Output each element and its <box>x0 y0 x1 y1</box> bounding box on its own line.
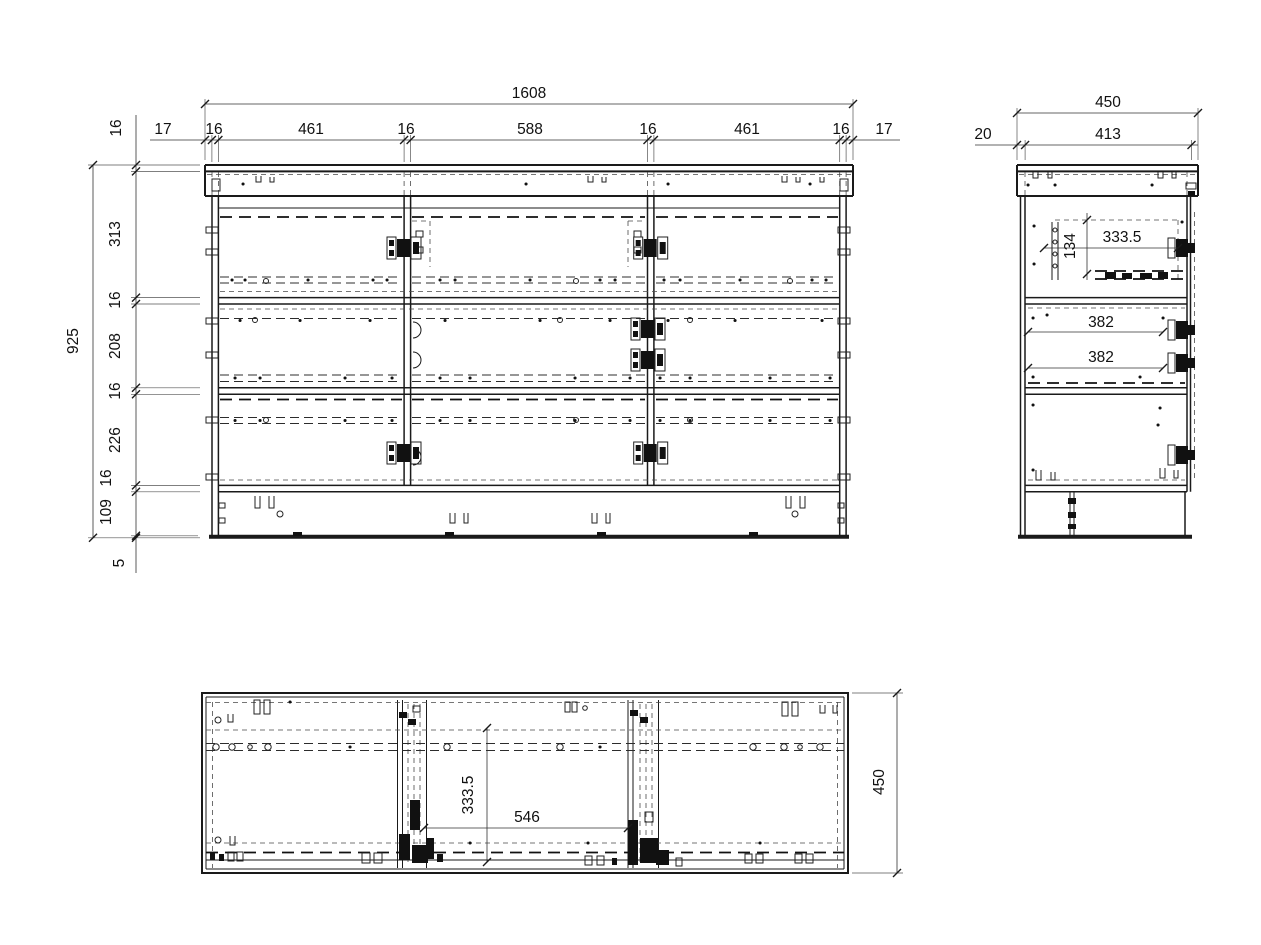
dimension-lines <box>93 104 1198 873</box>
dim-side-back-gap: 20 <box>974 126 992 143</box>
dim-side-total-depth: 450 <box>1095 94 1121 111</box>
front-hidden-light <box>207 172 851 480</box>
top-slide-band <box>206 744 844 751</box>
dim-front-top-2: 461 <box>298 121 324 138</box>
dim-front-left-7: 109 <box>98 499 115 525</box>
dim-front-top-4: 588 <box>517 121 543 138</box>
front-view <box>205 165 853 538</box>
front-fitting-dots <box>232 184 830 421</box>
dim-side-slide-1: 382 <box>1088 314 1114 331</box>
dim-front-left-2: 16 <box>107 291 124 309</box>
dim-front-left-8: 5 <box>111 558 128 568</box>
front-hook-fittings <box>253 279 799 518</box>
dim-side-body-depth: 413 <box>1095 126 1121 143</box>
dim-front-left-3: 208 <box>107 333 124 359</box>
dim-front-left-1: 313 <box>107 221 124 247</box>
dim-side-slide-2: 382 <box>1088 349 1114 366</box>
hinge-icon <box>387 237 421 259</box>
top-clip-hardware <box>228 700 837 866</box>
hinge-icon <box>631 349 665 371</box>
dim-front-top-6: 461 <box>734 121 760 138</box>
hinge-icon <box>634 442 668 464</box>
dim-side-drawer-depth: 333.5 <box>1102 229 1142 246</box>
dim-front-overall-height: 925 <box>65 328 82 354</box>
hinge-icon <box>387 442 421 464</box>
front-drawer-front-edges <box>220 217 838 400</box>
front-slide-rails <box>220 277 838 424</box>
top-hidden-light <box>206 702 844 868</box>
dim-front-top-3: 16 <box>397 121 415 138</box>
dim-top-depth: 450 <box>871 769 888 795</box>
dim-front-top-5: 16 <box>639 121 657 138</box>
dim-front-top-7: 16 <box>832 121 850 138</box>
dim-side-offset: 134 <box>1062 233 1079 259</box>
hinge-icon <box>634 237 668 259</box>
top-hinge-hardware <box>210 710 669 865</box>
front-clip-hardware <box>206 176 850 523</box>
front-carcass-outline <box>205 165 853 538</box>
hinge-cup-arcs <box>413 322 421 465</box>
dim-front-left-5: 226 <box>107 427 124 453</box>
dim-front-left-4: 16 <box>107 382 124 400</box>
dim-front-overall-width: 1608 <box>511 85 547 102</box>
dim-front-top-8: 17 <box>875 121 893 138</box>
dim-front-left-6: 16 <box>98 469 115 487</box>
side-slide-column <box>1052 222 1074 536</box>
dim-top-drawer-depth: 333.5 <box>460 775 477 815</box>
dimension-ticks <box>89 100 1202 877</box>
dim-front-top-0: 17 <box>154 121 172 138</box>
dim-front-left-0: 16 <box>108 119 125 137</box>
top-outline <box>202 693 848 873</box>
side-clip-hardware <box>1033 172 1196 480</box>
dim-top-hinge-span: 546 <box>514 809 540 826</box>
front-panels <box>212 196 846 536</box>
top-view <box>202 693 848 873</box>
dim-front-top-1: 16 <box>205 121 223 138</box>
hinge-icon <box>631 318 665 340</box>
